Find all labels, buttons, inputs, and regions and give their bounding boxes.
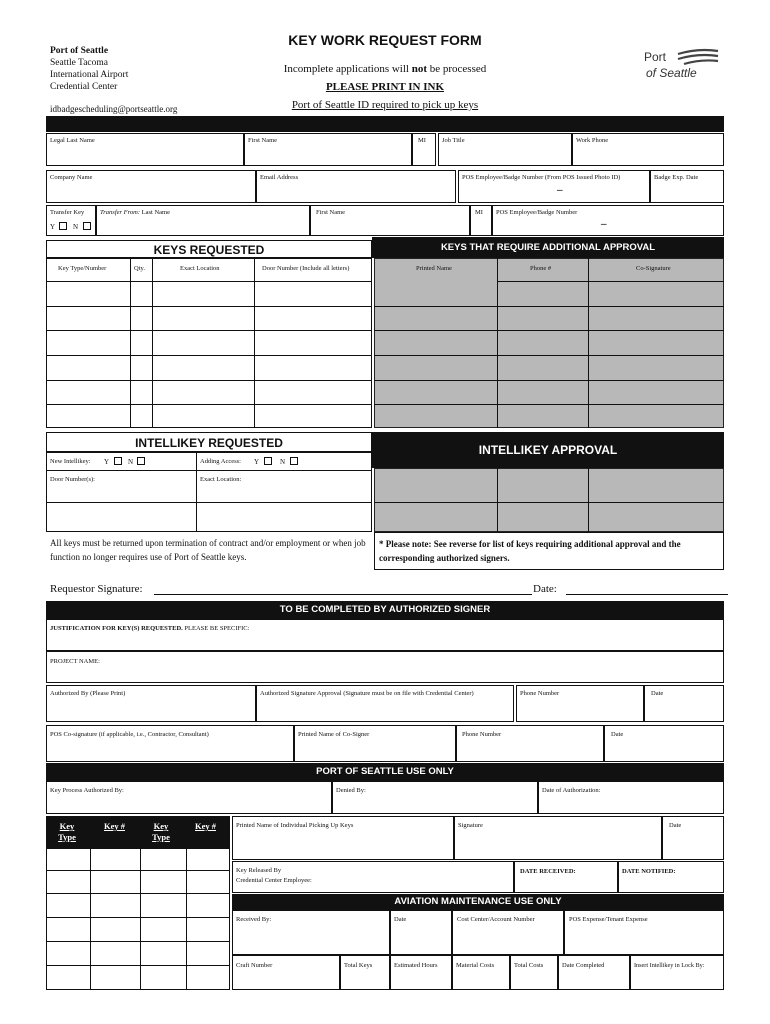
requestor-signature-label: Requestor Signature:	[50, 583, 143, 595]
project-name-field[interactable]	[46, 651, 724, 683]
authorized-signer-title: TO BE COMPLETED BY AUTHORIZED SIGNER	[46, 601, 724, 619]
pos-badge-field[interactable]	[458, 170, 650, 203]
reverse-note-box	[374, 532, 724, 570]
first-name-field[interactable]	[244, 133, 412, 166]
received-by-label: Received By:	[236, 916, 272, 923]
key-issue-row-line	[46, 893, 230, 894]
cc-employee-label: Credential Center Employee:	[236, 877, 312, 884]
approval-col-divider-1	[497, 258, 498, 428]
total-keys-field[interactable]	[340, 955, 390, 990]
door-numbers-label: Door Number(s):	[50, 476, 95, 483]
denied-by-field[interactable]	[332, 781, 538, 814]
intellikey-approval-col-1	[497, 468, 498, 532]
approval-row-line	[374, 306, 724, 307]
transfer-key-label: Transfer Key	[50, 209, 85, 216]
transfer-mi-field[interactable]	[470, 205, 492, 236]
port-of-seattle-logo	[640, 46, 722, 82]
adding-access-yes-checkbox[interactable]	[264, 457, 272, 465]
approval-col-phone: Phone #	[530, 265, 552, 272]
date-received-field[interactable]	[514, 861, 618, 893]
date-authorization-label: Date of Authorization:	[542, 787, 601, 794]
aviation-date-label: Date	[394, 916, 407, 923]
picking-signature-field[interactable]	[454, 816, 662, 860]
authorized-signature-field[interactable]	[256, 685, 514, 722]
keys-col-type: Key Type/Number	[58, 265, 107, 272]
new-intellikey-no-label: N	[128, 458, 134, 466]
keys-col-qty: Qty.	[134, 265, 145, 272]
work-phone-field[interactable]	[572, 133, 724, 166]
transfer-no-checkbox[interactable]	[83, 222, 91, 230]
cost-center-label: Cost Center/Account Number	[457, 916, 535, 923]
approval-row-line	[374, 380, 724, 381]
justification-label	[50, 625, 249, 633]
key-issue-row-line	[46, 941, 230, 942]
date-completed-field[interactable]	[558, 955, 630, 990]
intellikey-row-line	[46, 470, 372, 471]
key-issue-col-type: Key Type	[58, 821, 76, 842]
transfer-pos-badge-dash: –	[601, 218, 607, 230]
transfer-mi-label: MI	[475, 209, 483, 216]
pos-expense-field[interactable]	[564, 910, 724, 955]
keys-row-line	[46, 306, 372, 307]
keys-row-line	[46, 281, 372, 282]
insert-intellikey-field[interactable]	[630, 955, 724, 990]
notice-post: be processed	[427, 63, 487, 75]
transfer-first-name-field[interactable]	[310, 205, 470, 236]
craft-number-label: Craft Number	[236, 962, 273, 969]
material-costs-label: Material Costs	[456, 962, 495, 969]
cosigner-date-field[interactable]	[604, 725, 724, 762]
transfer-last-name-label: Last Name	[141, 209, 170, 216]
keys-row-line	[46, 355, 372, 356]
key-released-field[interactable]	[232, 861, 514, 893]
signature-date-label: Date:	[533, 583, 557, 595]
total-costs-field[interactable]	[510, 955, 558, 990]
adding-access-no-checkbox[interactable]	[290, 457, 298, 465]
id-required-notice: Port of Seattle ID required to pick up keys	[291, 99, 479, 111]
incomplete-notice	[200, 63, 570, 75]
printed-cosigner-label: Printed Name of Co-Signer	[298, 731, 370, 738]
adding-access-no-label: N	[280, 458, 286, 466]
approval-row-line	[497, 281, 724, 282]
keys-requested-title-text: KEYS REQUESTED	[153, 243, 265, 257]
estimated-hours-field[interactable]	[390, 955, 452, 990]
transfer-from-label	[100, 209, 170, 217]
date-authorization-field[interactable]	[538, 781, 724, 814]
key-released-label: Key Released By	[236, 867, 282, 874]
logo-port-text: Port	[644, 50, 667, 64]
date-received-label: DATE RECEIVED:	[520, 868, 576, 875]
intellikey-approval-col-2	[588, 468, 589, 532]
key-issue-col-num2: Key #	[195, 821, 217, 831]
date-notified-field[interactable]	[618, 861, 724, 893]
legal-last-name-label: Legal Last Name	[50, 137, 95, 144]
justification-bold: JUSTIFICATION FOR KEY(S) REQUESTED.	[50, 625, 183, 632]
org-line3: International Airport	[50, 70, 129, 80]
pos-expense-label: POS Expense/Tenant Expense	[569, 916, 648, 923]
org-name: Port of Seattle	[50, 46, 109, 56]
adding-access-label: Adding Access:	[200, 458, 241, 465]
keys-col-location: Exact Location	[180, 265, 220, 272]
intellikey-requested-title-text: INTELLIKEY REQUESTED	[135, 436, 283, 450]
contact-email[interactable]: idbadgescheduling@portseattle.org	[50, 104, 178, 114]
approval-col-printed: Printed Name	[416, 265, 452, 272]
key-issue-row-line	[46, 965, 230, 966]
exact-location-label: Exact Location:	[200, 476, 242, 483]
picking-date-field[interactable]	[662, 816, 724, 860]
reverse-note-text: * Please note: See reverse for list of keys requiring additional approval and the corresponding authorized signers.	[379, 539, 681, 563]
auth-phone-field[interactable]	[516, 685, 644, 722]
authorized-by-field[interactable]	[46, 685, 256, 722]
intellikey-requested-title	[46, 432, 372, 452]
pos-badge-dash: –	[557, 184, 563, 196]
email-address-field[interactable]	[256, 170, 456, 203]
keys-approval-grid	[374, 258, 724, 428]
logo-seattle-text: of Seattle	[646, 66, 697, 80]
mi-label: MI	[418, 137, 426, 144]
transfer-no-label: N	[73, 223, 79, 231]
date-notified-label: DATE NOTIFIED:	[622, 868, 676, 875]
port-use-title: PORT OF SEATTLE USE ONLY	[46, 763, 724, 781]
logo-waves-icon	[676, 48, 720, 68]
mi-field[interactable]	[412, 133, 436, 166]
key-issue-row-line	[46, 917, 230, 918]
transfer-first-name-label: First Name	[316, 209, 346, 216]
denied-by-label: Denied By:	[336, 787, 366, 794]
cosigner-phone-field[interactable]	[456, 725, 604, 762]
keys-col-door: Door Number (Include all letters)	[262, 265, 350, 272]
org-block	[50, 45, 128, 93]
keys-col-divider-1	[130, 258, 131, 428]
job-title-label: Job Title	[442, 137, 465, 144]
key-process-field[interactable]	[46, 781, 332, 814]
work-phone-label: Work Phone	[576, 137, 609, 144]
insert-intellikey-label: Insert Intellikey in Lock By:	[634, 962, 705, 969]
signature-date-line[interactable]	[566, 594, 728, 595]
transfer-pos-badge-field[interactable]	[492, 205, 724, 236]
key-issue-col-num: Key #	[104, 821, 126, 831]
justification-rest: PLEASE BE SPECIFIC:	[182, 625, 250, 632]
material-costs-field[interactable]	[452, 955, 510, 990]
intellikey-approval-row	[374, 502, 724, 503]
printed-cosigner-field[interactable]	[294, 725, 456, 762]
picking-signature-label: Signature	[458, 822, 483, 829]
keys-requested-title	[46, 240, 372, 258]
approval-row-line	[374, 330, 724, 331]
adding-access-yes-label: Y	[254, 458, 260, 466]
cosigner-date-label: Date	[611, 731, 624, 738]
approval-col-divider-2	[588, 258, 589, 428]
return-keys-note: All keys must be returned upon termination of contract and/or employment or when job function no longer requires use of Port of Seattle keys.	[50, 538, 366, 562]
requestor-signature-line[interactable]	[154, 594, 532, 595]
key-issue-row-line	[46, 870, 230, 871]
printed-picking-field[interactable]	[232, 816, 454, 860]
org-line4: Credential Center	[50, 82, 118, 92]
pos-cosignature-label: POS Co-signature (if applicable, i.e., Contractor, Consultant)	[50, 731, 209, 738]
keys-col-divider-3	[254, 258, 255, 428]
print-ink-notice: PLEASE PRINT IN INK	[325, 81, 445, 93]
intellikey-approval-title: INTELLIKEY APPROVAL	[372, 432, 724, 468]
estimated-hours-label: Estimated Hours	[394, 962, 438, 969]
org-line2: Seattle Tacoma	[50, 58, 108, 68]
company-name-field[interactable]	[46, 170, 256, 203]
keys-requested-table	[46, 258, 372, 428]
key-process-label: Key Process Authorized By:	[50, 787, 124, 794]
transfer-yes-label: Y	[50, 223, 56, 231]
keys-row-line	[46, 380, 372, 381]
auth-date-field[interactable]	[644, 685, 724, 722]
new-intellikey-label: New Intellikey:	[50, 458, 91, 465]
top-divider-bar	[46, 116, 724, 132]
pos-badge-label: POS Employee/Badge Number (From POS Issued Photo ID)	[462, 174, 621, 181]
notice-pre: Incomplete applications will	[283, 63, 412, 75]
total-costs-label: Total Costs	[514, 962, 544, 969]
auth-date-label: Date	[651, 690, 664, 697]
transfer-pos-badge-label: POS Employee/Badge Number	[496, 209, 578, 216]
new-intellikey-no-checkbox[interactable]	[137, 457, 145, 465]
approval-col-cosig: Co-Signature	[636, 265, 671, 272]
transfer-from-italic: Transfer From:	[100, 209, 141, 216]
email-address-label: Email Address	[260, 174, 299, 181]
form-title: KEY WORK REQUEST FORM	[288, 32, 482, 48]
keys-row-line	[46, 330, 372, 331]
printed-picking-label: Printed Name of Individual Picking Up Keys	[236, 822, 354, 829]
craft-number-field[interactable]	[232, 955, 340, 990]
aviation-date-field[interactable]	[390, 910, 452, 955]
first-name-label: First Name	[248, 137, 278, 144]
job-title-field[interactable]	[438, 133, 572, 166]
picking-date-label: Date	[669, 822, 682, 829]
keys-approval-title: KEYS THAT REQUIRE ADDITIONAL APPROVAL	[372, 237, 724, 258]
company-name-label: Company Name	[50, 174, 93, 181]
key-issue-col-type2: Key Type	[152, 821, 170, 842]
badge-exp-label: Badge Exp. Date	[654, 174, 699, 181]
cost-center-field[interactable]	[452, 910, 564, 955]
authorized-by-label: Authorized By (Please Print)	[50, 690, 126, 697]
new-intellikey-yes-checkbox[interactable]	[114, 457, 122, 465]
total-keys-label: Total Keys	[344, 962, 373, 969]
cosigner-phone-label: Phone Number	[462, 731, 502, 738]
keys-row-line	[46, 404, 372, 405]
date-completed-label: Date Completed	[562, 962, 605, 969]
auth-phone-label: Phone Number	[520, 690, 560, 697]
approval-row-line	[374, 404, 724, 405]
badge-exp-field[interactable]	[650, 170, 724, 203]
aviation-title: AVIATION MAINTENANCE USE ONLY	[232, 894, 724, 910]
keys-col-divider-2	[152, 258, 153, 428]
authorized-signature-label: Authorized Signature Approval (Signature must be on file with Credential Center)	[260, 690, 474, 697]
notice-bold: not	[411, 63, 427, 75]
transfer-yes-checkbox[interactable]	[59, 222, 67, 230]
intellikey-col-divider	[196, 452, 197, 532]
legal-last-name-field[interactable]	[46, 133, 244, 166]
project-name-label: PROJECT NAME:	[50, 658, 100, 665]
transfer-key-field	[46, 205, 96, 236]
received-by-field[interactable]	[232, 910, 390, 955]
intellikey-approval-grid	[374, 468, 724, 532]
new-intellikey-yes-label: Y	[104, 458, 110, 466]
approval-row-line	[374, 355, 724, 356]
intellikey-row-line	[46, 502, 372, 503]
pos-cosignature-field[interactable]	[46, 725, 294, 762]
justification-field[interactable]	[46, 619, 724, 651]
transfer-last-name-field[interactable]	[96, 205, 310, 236]
